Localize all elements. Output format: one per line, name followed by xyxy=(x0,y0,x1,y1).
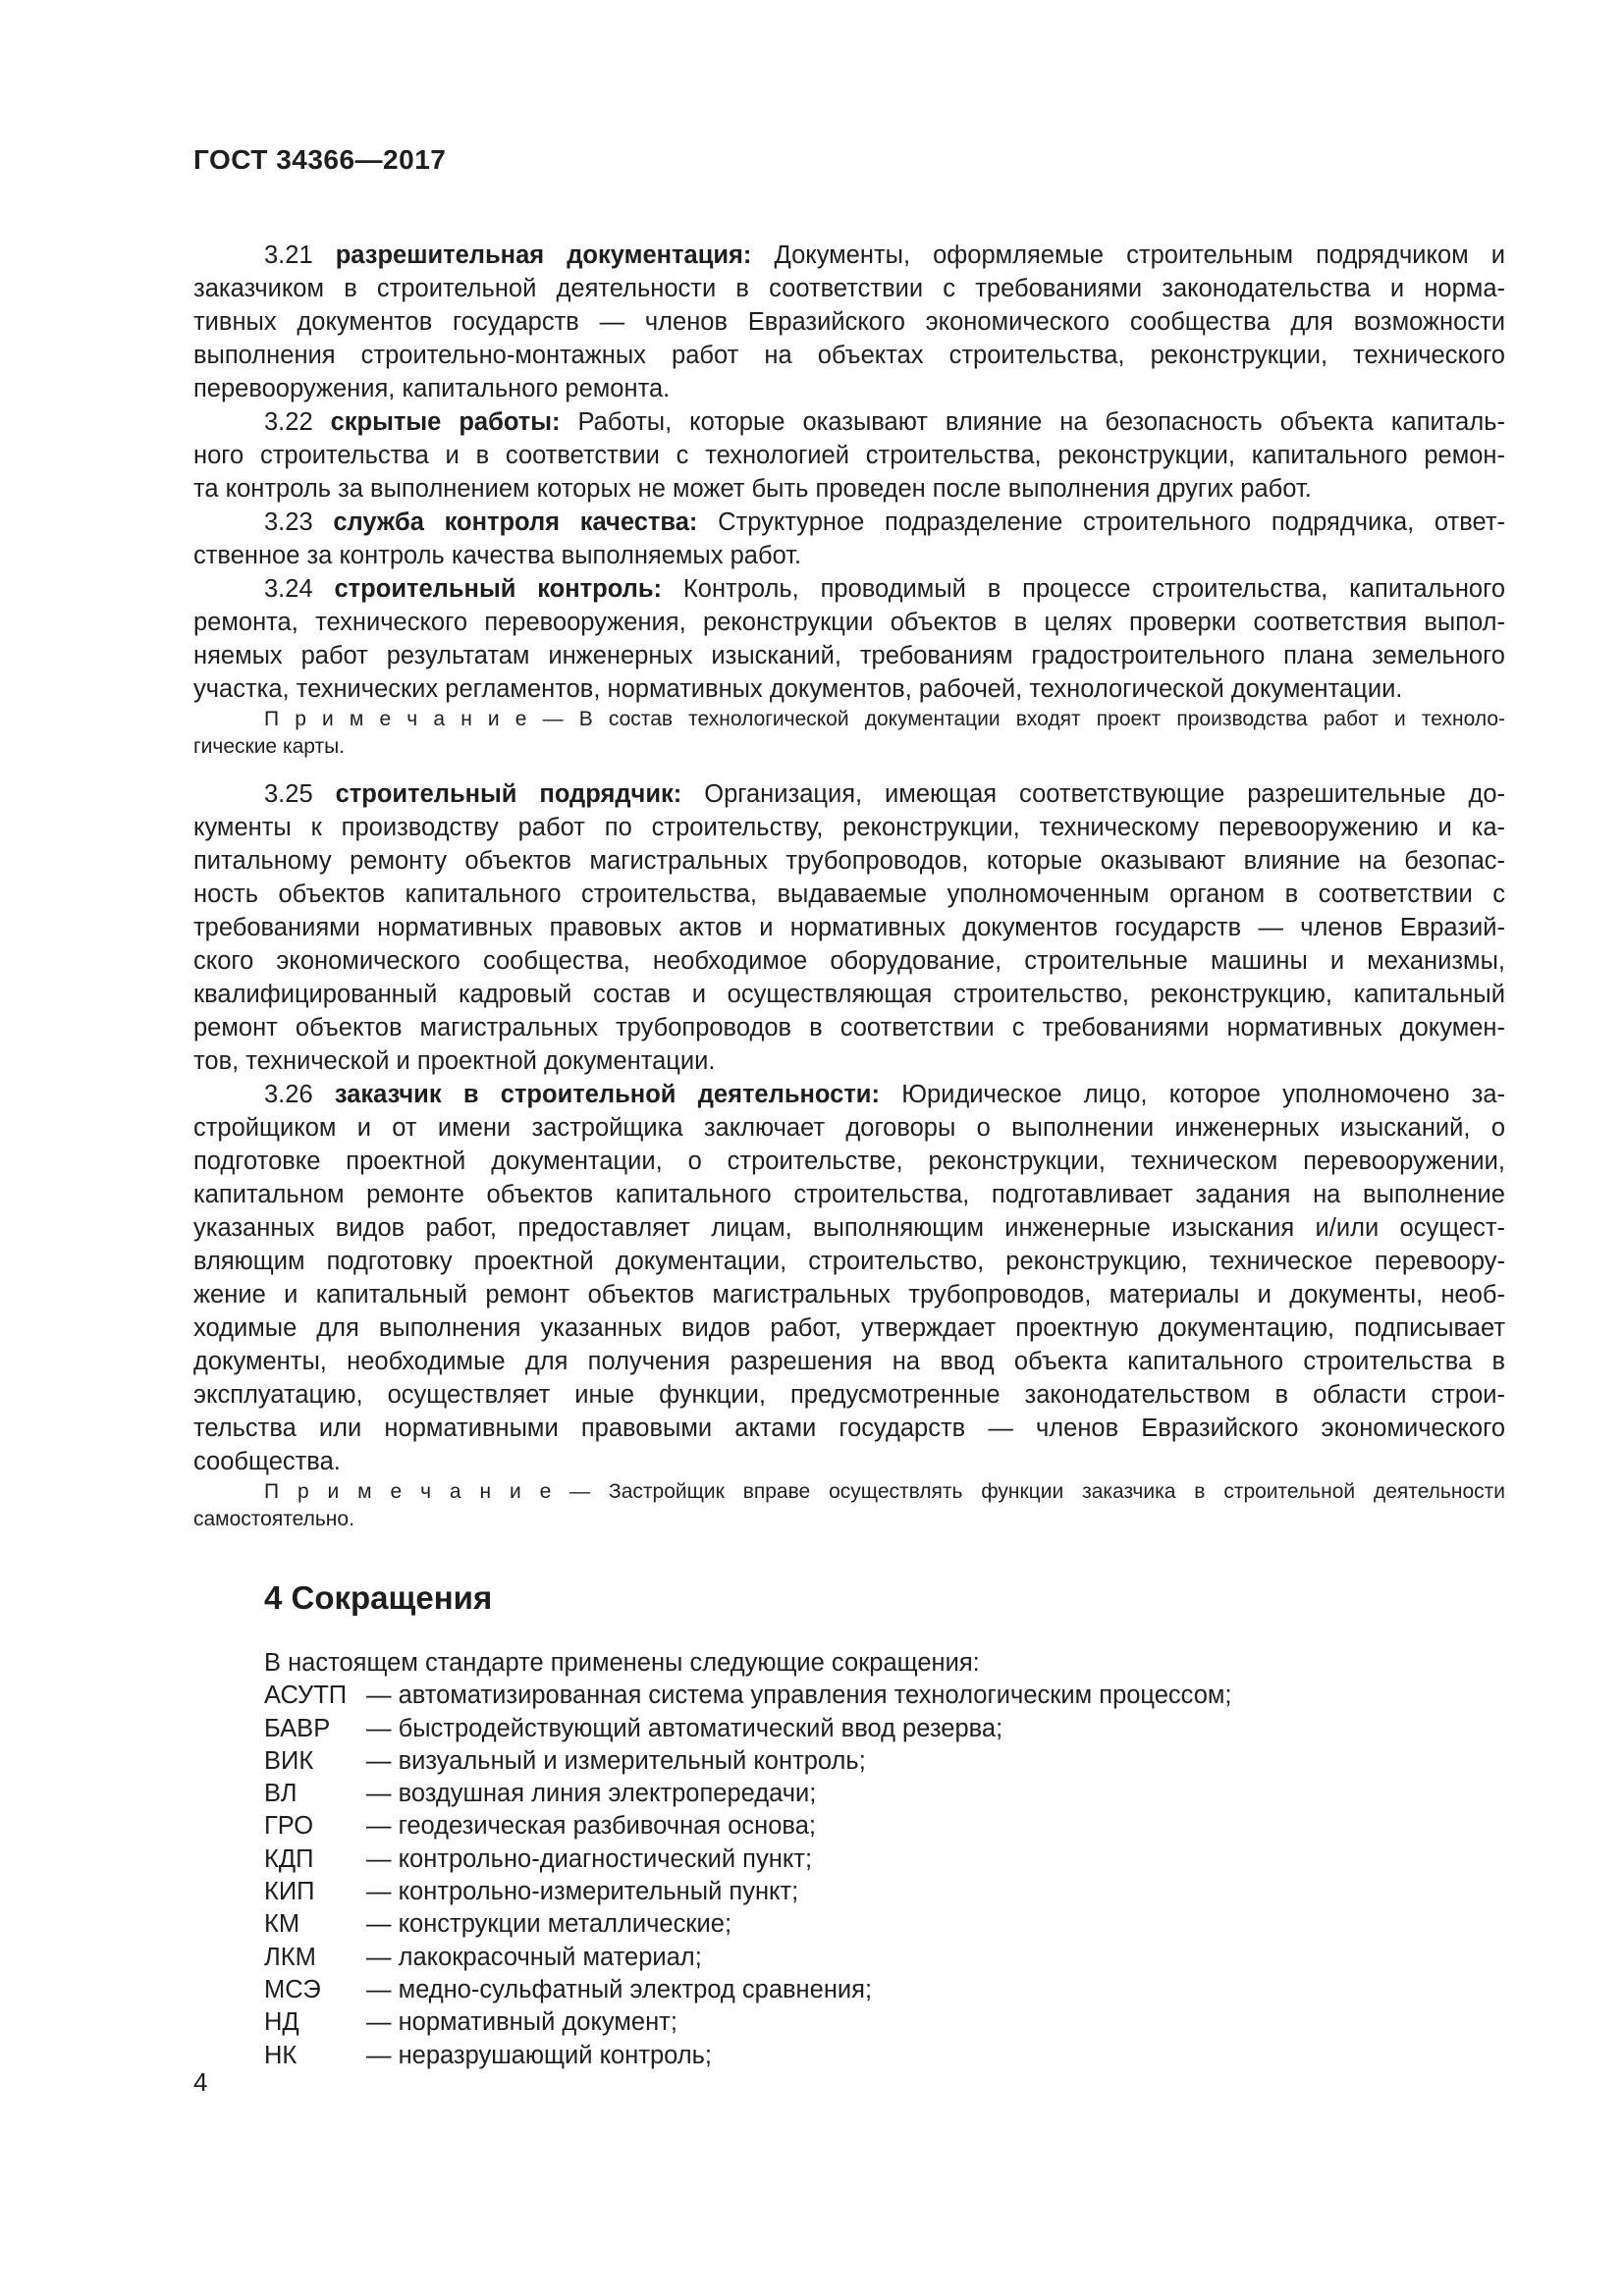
definition-paragraph xyxy=(193,572,1505,706)
definition-text: Организация, имеющая соответствующие разрешительные до- xyxy=(681,780,1505,808)
text-line: перевооружения, капитального ремонта. xyxy=(193,375,671,402)
clause-number: 3.26 xyxy=(264,1081,335,1108)
clause-number: 3.24 xyxy=(264,575,335,603)
text-line: ного строительства и в соответствии с технологией строительства, реконструкции, капитального ремон- xyxy=(193,442,1505,469)
text-line: П р и м е ч а н и е — В состав технологической документации входят проект производства работ и техноло- xyxy=(264,708,1505,730)
text-line: жение и капитальный ремонт объектов магистральных трубопроводов, материалы и документы, необ- xyxy=(193,1281,1505,1308)
abbreviation-key: ЛКМ xyxy=(264,1943,316,1971)
abbreviation-key: КИП xyxy=(264,1878,315,1906)
text-line: кументы к производству работ по строительству, реконструкции, техническому перевооружению и ка- xyxy=(193,814,1505,841)
abbreviation-row xyxy=(193,1843,1505,1876)
abbreviation-row xyxy=(193,2006,1505,2039)
text-line: выполнения строительно-монтажных работ на объектах строительства, реконструкции, технического xyxy=(193,342,1505,369)
defined-term: строительный подрядчик: xyxy=(335,780,682,808)
text-line: участка, технических регламентов, нормативных документов, рабочей, технологической документации. xyxy=(193,675,1403,703)
abbreviation-definition: — контрольно-диагностический пункт; xyxy=(366,1844,813,1873)
text-line xyxy=(193,506,1505,539)
definition-paragraph xyxy=(193,1078,1505,1478)
defined-term: разрешительная документация: xyxy=(335,241,752,269)
abbreviation-key: НК xyxy=(264,2041,298,2069)
text-line: сообщества. xyxy=(193,1448,341,1475)
document-body xyxy=(193,239,1505,2072)
definition-paragraph xyxy=(193,777,1505,1078)
abbreviation-definition: — автоматизированная система управления технологическим процессом; xyxy=(366,1682,1232,1710)
abbreviation-definition: — неразрушающий контроль; xyxy=(366,2041,713,2069)
text-line xyxy=(193,572,1505,606)
abbreviation-key: МСЭ xyxy=(264,1975,321,2003)
abbreviation-row xyxy=(193,1778,1505,1810)
abbreviation-key: ГРО xyxy=(264,1812,314,1841)
text-line: гические карты. xyxy=(193,735,346,758)
abbreviation-row xyxy=(193,1974,1505,2006)
section-heading: 4 Сокращения xyxy=(264,1579,493,1616)
abbreviation-definition: — визуальный и измерительный контроль; xyxy=(366,1746,866,1775)
text-line: квалифицированный кадровый состав и осуществляющая строительство, реконструкцию, капитальный xyxy=(193,981,1505,1008)
abbreviation-definition: — контрольно-измерительный пункт; xyxy=(366,1878,799,1906)
text-line: требованиями нормативных правовых актов и нормативных документов государств — членов Евразий- xyxy=(193,914,1505,941)
note-paragraph xyxy=(193,1478,1505,1533)
abbreviation-row xyxy=(193,1745,1505,1778)
definition-text: Структурное подразделение строительного подрядчика, ответ- xyxy=(697,508,1505,536)
text-line: вляющим подготовку проектной документации, строительство, реконструкцию, техническое перевоору- xyxy=(193,1248,1505,1275)
abbreviation-row xyxy=(193,1908,1505,1941)
abbreviation-key: НД xyxy=(264,2008,299,2037)
text-line xyxy=(193,777,1505,811)
abbreviation-row xyxy=(193,1810,1505,1842)
defined-term: скрытые работы: xyxy=(330,408,561,436)
abbreviation-definition: — воздушная линия электропередачи; xyxy=(366,1780,817,1808)
text-line: П р и м е ч а н и е — Застройщик вправе осуществлять функции заказчика в строительной деятельности xyxy=(264,1480,1505,1503)
defined-term: заказчик в строительной деятельности: xyxy=(334,1081,880,1108)
definition-text: Работы, которые оказывают влияние на безопасность объекта капиталь- xyxy=(560,408,1505,436)
text-line: тельства или нормативными правовыми актами государств — членов Евразийского экономического xyxy=(193,1415,1505,1442)
text-line: ходимые для выполнения указанных видов работ, утверждает проектную документацию, подписывает xyxy=(193,1314,1505,1342)
abbreviation-key: ВИК xyxy=(264,1746,314,1775)
abbreviation-definition: — конструкции металлические; xyxy=(366,1910,732,1939)
text-line xyxy=(193,405,1505,439)
defined-term: служба контроля качества: xyxy=(333,508,698,536)
abbreviation-definition: — лакокрасочный материал; xyxy=(366,1943,702,1971)
definition-paragraph xyxy=(193,405,1505,506)
clause-number: 3.22 xyxy=(264,408,331,436)
abbreviation-key: КДП xyxy=(264,1844,314,1873)
text-line: эксплуатацию, осуществляет иные функции, предусмотренные законодательством в области строи- xyxy=(193,1381,1505,1409)
definition-text: Контроль, проводимый в процессе строительства, капитального xyxy=(662,575,1505,603)
definition-text: Юридическое лицо, которое уполномочено за- xyxy=(879,1081,1505,1108)
text-line: та контроль за выполнением которых не может быть проведен после выполнения других работ. xyxy=(193,475,1312,503)
clause-number: 3.25 xyxy=(264,780,336,808)
text-line: документы, необходимые для получения разрешения на ввод объекта капитального строительства в xyxy=(193,1348,1505,1375)
text-line: В настоящем стандарте применены следующие сокращения: xyxy=(264,1649,980,1677)
text-line: подготовке проектной документации, о строительстве, реконструкции, техническом перевооружении, xyxy=(193,1148,1505,1175)
intro-paragraph xyxy=(193,1647,1505,1680)
abbreviation-definition: — геодезическая разбивочная основа; xyxy=(366,1812,816,1841)
document-code: ГОСТ 34366—2017 xyxy=(193,144,447,175)
abbreviation-row xyxy=(193,1942,1505,1974)
text-line: стройщиком и от имени застройщика заключает договоры о выполнении инженерных изысканий, о xyxy=(193,1114,1505,1142)
text-line: заказчиком в строительной деятельности в соответствии с требованиями законодательства и норма- xyxy=(193,275,1505,302)
definition-text: Документы, оформляемые строительным подрядчиком и xyxy=(751,241,1505,269)
text-line: ремонт объектов магистральных трубопроводов в соответствии с требованиями нормативных докумен- xyxy=(193,1014,1505,1041)
abbreviation-definition: — нормативный документ; xyxy=(366,2008,677,2037)
text-line: указанных видов работ, предоставляет лицам, выполняющим инженерные изыскания и/или осущест- xyxy=(193,1214,1505,1242)
text-line xyxy=(193,1078,1505,1111)
text-line: ского экономического сообщества, необходимое оборудование, строительные машины и механизмы, xyxy=(193,947,1505,975)
abbreviation-key: БАВР xyxy=(264,1714,331,1742)
abbreviation-row xyxy=(193,1876,1505,1908)
clause-number: 3.23 xyxy=(264,508,334,536)
text-line: ственное за контроль качества выполняемых работ. xyxy=(193,542,802,569)
abbreviation-key: ВЛ xyxy=(264,1780,298,1808)
abbreviation-definition: — быстродействующий автоматический ввод резерва; xyxy=(366,1714,1003,1742)
text-line: питальному ремонту объектов магистральных трубопроводов, которые оказывают влияние на безопас- xyxy=(193,847,1505,875)
abbreviation-row xyxy=(193,1713,1505,1745)
text-line: самостоятельно. xyxy=(193,1508,354,1530)
text-line xyxy=(193,239,1505,272)
definition-paragraph xyxy=(193,506,1505,572)
text-line: ремонта, технического перевооружения, реконструкции объектов в целях проверки соответствия выпол- xyxy=(193,609,1505,636)
abbreviation-row xyxy=(193,2040,1505,2072)
defined-term: строительный контроль: xyxy=(334,575,663,603)
page-number: 4 xyxy=(193,2067,208,2097)
abbreviation-row xyxy=(193,1680,1505,1712)
clause-number: 3.21 xyxy=(264,241,336,269)
abbreviation-key: АСУТП xyxy=(264,1682,348,1710)
note-paragraph xyxy=(193,706,1505,761)
abbreviation-key: КМ xyxy=(264,1910,300,1939)
text-line: капитальном ремонте объектов капитального строительства, подготавливает задания на выполнение xyxy=(193,1181,1505,1208)
text-line: ность объектов капитального строительства, выдаваемые уполномоченным органом в соответствии с xyxy=(193,881,1505,908)
abbreviation-definition: — медно-сульфатный электрод сравнения; xyxy=(366,1975,873,2003)
text-line: няемых работ результатам инженерных изысканий, требованиям градостроительного плана земельного xyxy=(193,642,1505,669)
text-line: тов, технической и проектной документации. xyxy=(193,1047,716,1075)
text-line: тивных документов государств — членов Евразийского экономического сообщества для возможности xyxy=(193,308,1505,336)
definition-paragraph xyxy=(193,239,1505,405)
